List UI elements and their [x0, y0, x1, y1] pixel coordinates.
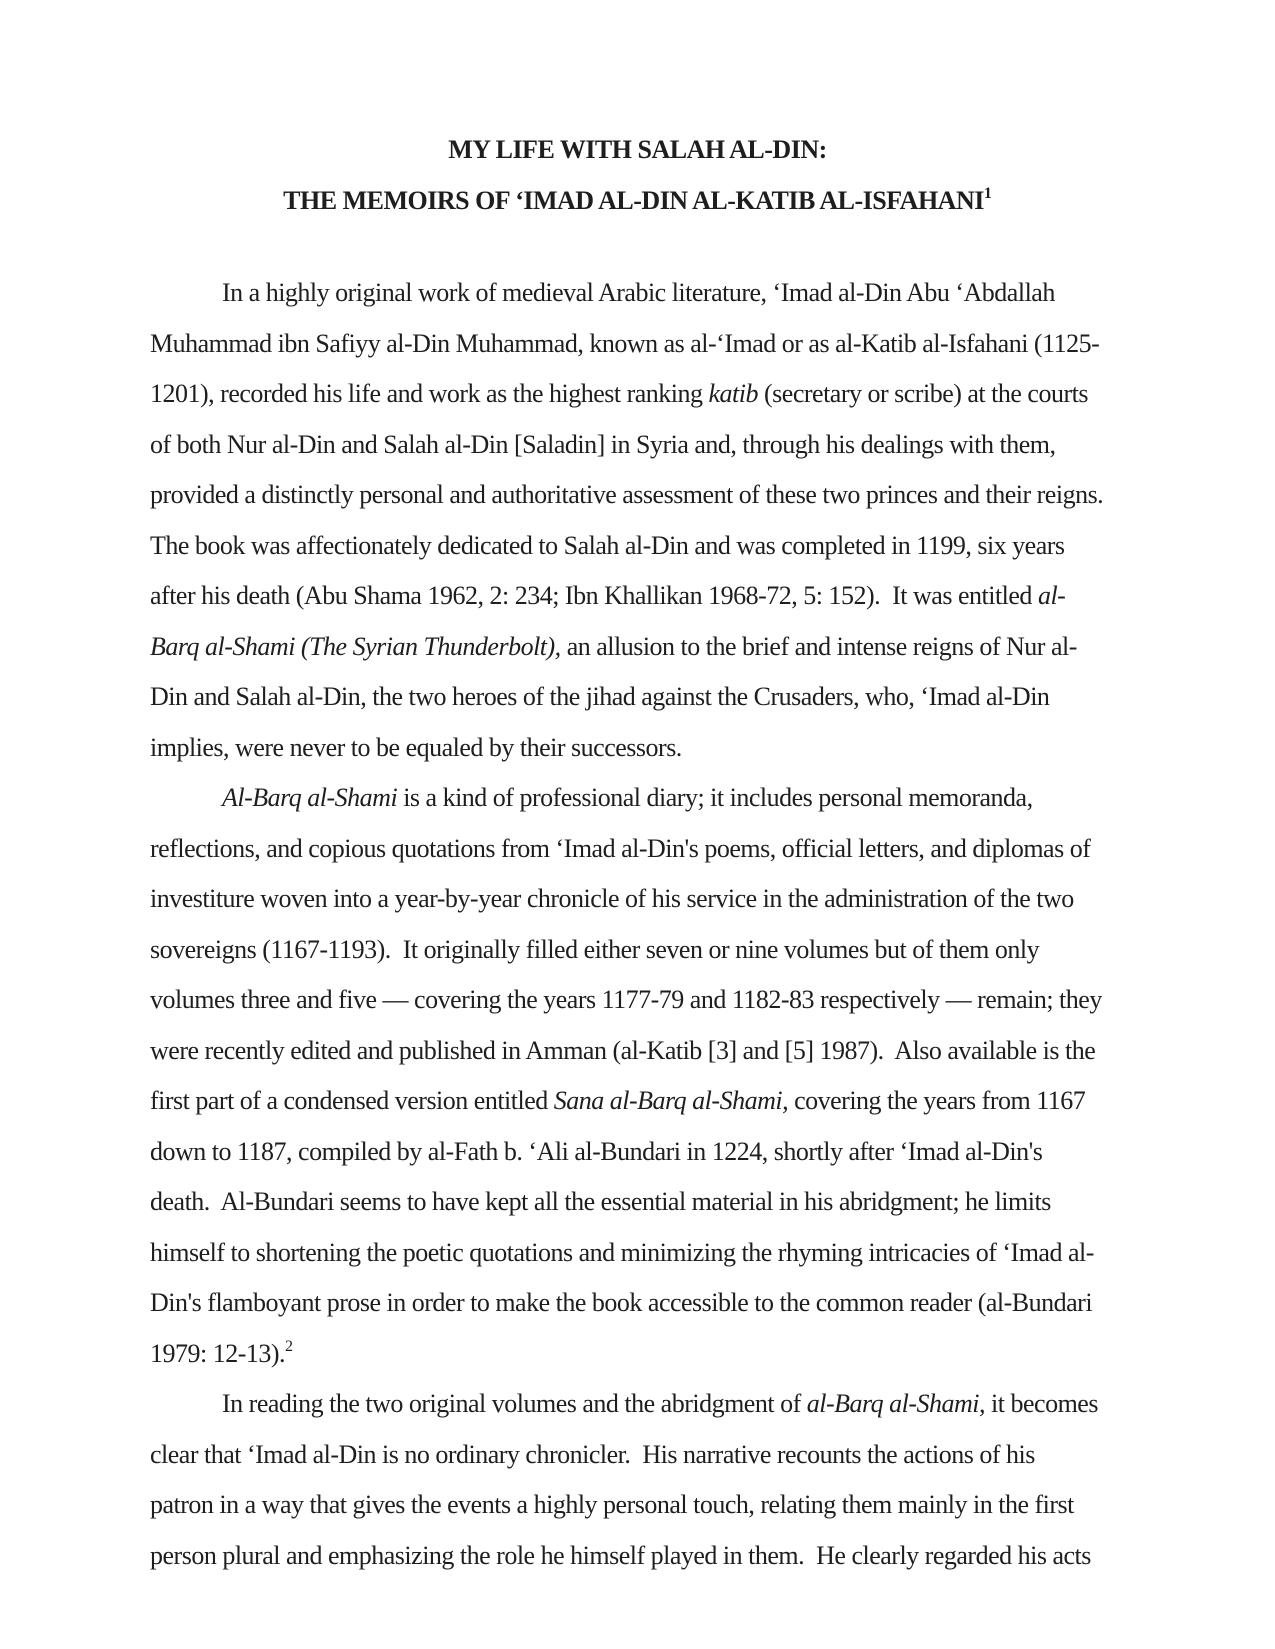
italic-segment: Al-Barq al-Shami: [222, 783, 398, 812]
text-line: [150, 521, 1210, 572]
text-line: [150, 1026, 1210, 1077]
paragraph: [150, 773, 1210, 1379]
text-segment: 1201), recorded his life and work as the highest ranking: [150, 379, 709, 408]
text-segment: down to 1187, compiled by al-Fath b. ‘Ali al-Bundari in 1224, shortly after ‘Imad al-Din's: [150, 1136, 1043, 1166]
text-segment: (secretary or scribe) at the courts: [758, 379, 1088, 408]
text-segment: Din's flamboyant prose in order to make the book accessible to the common reader (al-Bundari: [150, 1288, 1093, 1317]
text-line: [150, 420, 1210, 471]
paragraph: [150, 268, 1210, 773]
text-segment: patron in a way that gives the events a highly personal touch, relating them mainly in the first: [150, 1490, 1074, 1519]
text-segment: In a highly original work of medieval Arabic literature, ‘Imad al-Din Abu ‘Abdallah: [222, 278, 1055, 307]
text-segment: 1979: 12-13).: [150, 1338, 286, 1368]
footnote-superscript: 1: [983, 184, 992, 202]
text-segment: Muhammad ibn Safiyy al-Din Muhammad, known as al-‘Imad or as al-Katib al-Isfahani (1125-: [150, 328, 1100, 358]
document-body: [150, 268, 1210, 1581]
text-line: [150, 1531, 1210, 1582]
document-title: [150, 125, 1125, 226]
text-line: [150, 1379, 1210, 1430]
title-line: [150, 176, 1125, 227]
italic-segment: katib: [708, 379, 759, 408]
text-line: [150, 824, 1210, 875]
title-line: [150, 125, 1125, 176]
text-line: [150, 773, 1210, 824]
text-segment: The book was affectionately dedicated to Salah al-Din and was completed in 1199, six years: [150, 530, 1065, 560]
text-segment: Din and Salah al-Din, the two heroes of the jihad against the Crusaders, who, ‘Imad al-Din: [150, 682, 1050, 711]
text-segment: THE MEMOIRS OF ‘IMAD AL-DIN AL-KATIB AL-ISFAHANI: [283, 185, 984, 215]
text-segment: after his death (Abu Shama 1962, 2: 234; Ibn Khallikan 1968-72, 5: 152). It was entitled: [150, 581, 1038, 610]
text-segment: it becomes: [985, 1389, 1098, 1418]
text-segment: clear that ‘Imad al-Din is no ordinary chronicler. His narrative recounts the actions of his: [150, 1439, 1035, 1469]
text-segment: death. Al-Bundari seems to have kept all the essential material in his abridgment; he limits: [150, 1187, 1051, 1216]
text-segment: an allusion to the brief and intense reigns of Nur al-: [560, 631, 1077, 661]
text-line: [150, 369, 1210, 420]
text-line: [150, 672, 1210, 723]
text-line: [150, 1430, 1210, 1481]
text-line: [150, 975, 1210, 1026]
text-line: [150, 268, 1210, 319]
text-line: [150, 1480, 1210, 1531]
text-segment: person plural and emphasizing the role he himself played in them. He clearly regarded his acts: [150, 1540, 1091, 1570]
italic-segment: Sana al-Barq al-Shami,: [553, 1086, 789, 1115]
footnote-superscript: 2: [285, 1337, 294, 1355]
italic-segment: al-: [1037, 581, 1066, 610]
text-segment: covering the years from 1167: [788, 1086, 1086, 1115]
text-segment: is a kind of professional diary; it includes personal memoranda,: [397, 783, 1033, 812]
text-segment: reflections, and copious quotations from ‘Imad al-Din's poems, official letters, and diplomas of: [150, 833, 1091, 863]
text-segment: investiture woven into a year-by-year chronicle of his service in the administration of the two: [150, 884, 1074, 913]
text-line: [150, 622, 1210, 673]
paragraph: [150, 1379, 1210, 1581]
text-segment: of both Nur al-Din and Salah al-Din [Saladin] in Syria and, through his dealings with them,: [150, 429, 1056, 459]
text-line: [150, 874, 1210, 925]
text-segment: were recently edited and published in Amman (al-Katib [3] and [5] 1987). Also available is the: [150, 1035, 1096, 1065]
text-line: [150, 1127, 1210, 1178]
text-line: [150, 571, 1210, 622]
text-line: [150, 1076, 1210, 1127]
text-line: [150, 925, 1210, 976]
text-line: [150, 1228, 1210, 1279]
text-line: [150, 1177, 1210, 1228]
text-line: [150, 470, 1210, 521]
text-segment: first part of a condensed version entitled: [150, 1086, 554, 1115]
text-segment: himself to shortening the poetic quotations and minimizing the rhyming intricacies of ‘Imad al-: [150, 1237, 1094, 1267]
text-line: [150, 319, 1210, 370]
text-segment: MY LIFE WITH SALAH AL-DIN:: [448, 135, 827, 164]
italic-segment: Barq al-Shami (The Syrian Thunderbolt),: [150, 631, 561, 661]
text-segment: In reading the two original volumes and the abridgment of: [222, 1389, 807, 1418]
text-segment: implies, were never to be equaled by their successors.: [150, 732, 682, 762]
text-segment: provided a distinctly personal and authoritative assessment of these two princes and their reigns.: [150, 480, 1104, 509]
italic-segment: al-Barq al-Shami,: [806, 1389, 986, 1418]
text-segment: volumes three and five — covering the years 1177-79 and 1182-83 respectively — remain; they: [150, 985, 1102, 1014]
text-segment: sovereigns (1167-1193). It originally filled either seven or nine volumes but of them only: [150, 934, 1040, 964]
text-line: [150, 1329, 1210, 1380]
text-line: [150, 723, 1210, 774]
text-line: [150, 1278, 1210, 1329]
